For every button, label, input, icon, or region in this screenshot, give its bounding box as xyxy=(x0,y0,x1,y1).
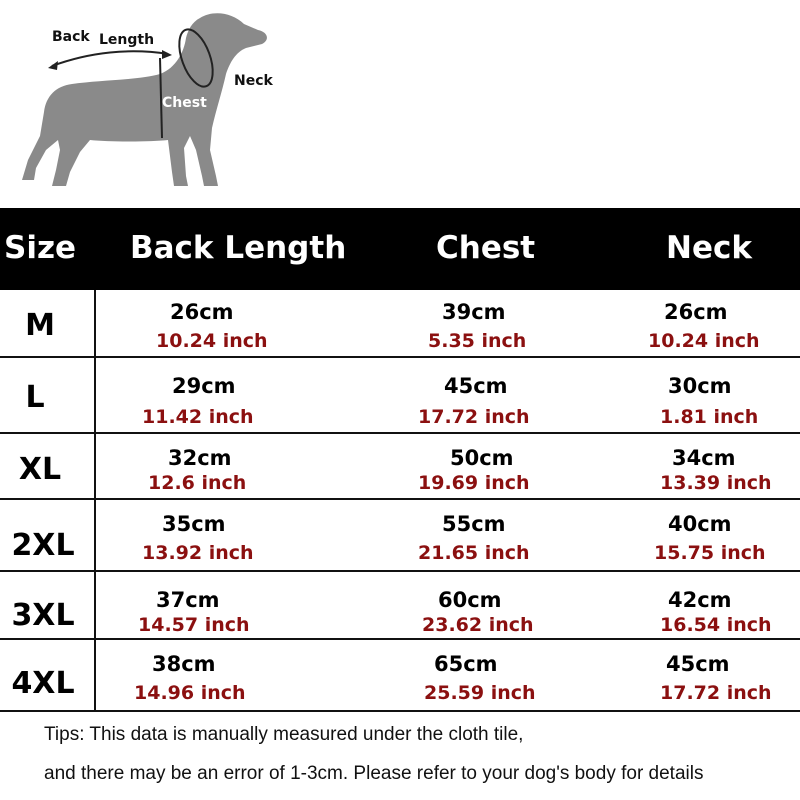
dog-measurement-diagram xyxy=(0,0,420,205)
neck-label: Neck xyxy=(234,73,273,89)
back-length-cm: 29cm xyxy=(172,374,236,398)
dog-silhouette-icon xyxy=(0,0,420,205)
neck-inch: 10.24 inch xyxy=(648,330,760,352)
neck-inch: 17.72 inch xyxy=(660,682,772,704)
row-divider xyxy=(0,498,800,500)
back-length-cm: 37cm xyxy=(156,588,220,612)
back-length-cm: 35cm xyxy=(162,512,226,536)
column-divider xyxy=(94,290,96,712)
row-divider xyxy=(0,570,800,572)
back-length-inch: 14.57 inch xyxy=(138,614,250,636)
header-size: Size xyxy=(4,230,77,266)
neck-cm: 30cm xyxy=(668,374,732,398)
neck-cm: 40cm xyxy=(668,512,732,536)
chest-cm: 65cm xyxy=(434,652,498,676)
size-cell: XL xyxy=(18,452,62,487)
size-cell: L xyxy=(25,380,45,415)
back-length-inch: 11.42 inch xyxy=(142,406,254,428)
chest-cm: 55cm xyxy=(442,512,506,536)
row-divider xyxy=(0,710,800,712)
chest-inch: 5.35 inch xyxy=(428,330,527,352)
back-length-cm: 32cm xyxy=(168,446,232,470)
chest-cm: 39cm xyxy=(442,300,506,324)
tips-line-2: and there may be an error of 1-3cm. Please refer to your dog's body for details xyxy=(44,763,704,784)
neck-inch: 16.54 inch xyxy=(660,614,772,636)
tips-line-1: Tips: This data is manually measured under the cloth tile, xyxy=(44,724,524,745)
chest-cm: 60cm xyxy=(438,588,502,612)
row-divider xyxy=(0,432,800,434)
back-length-inch: 13.92 inch xyxy=(142,542,254,564)
header-chest: Chest xyxy=(436,230,536,266)
size-cell: 3XL xyxy=(11,598,75,633)
row-divider xyxy=(0,638,800,640)
back-length-inch: 12.6 inch xyxy=(148,472,247,494)
neck-cm: 42cm xyxy=(668,588,732,612)
back-length-label: Back xyxy=(52,29,90,45)
neck-cm: 34cm xyxy=(672,446,736,470)
header-back-length: Back Length xyxy=(130,230,347,266)
table-header xyxy=(0,208,800,290)
size-cell: 2XL xyxy=(11,528,75,563)
neck-cm: 26cm xyxy=(664,300,728,324)
chest-inch: 17.72 inch xyxy=(418,406,530,428)
back-length-cm: 38cm xyxy=(152,652,216,676)
neck-inch: 13.39 inch xyxy=(660,472,772,494)
chest-inch: 19.69 inch xyxy=(418,472,530,494)
neck-inch: 1.81 inch xyxy=(660,406,759,428)
size-cell: M xyxy=(25,308,55,343)
chest-cm: 45cm xyxy=(444,374,508,398)
neck-cm: 45cm xyxy=(666,652,730,676)
back-length-inch: 10.24 inch xyxy=(156,330,268,352)
chest-label: Chest xyxy=(162,95,207,111)
back-length-inch: 14.96 inch xyxy=(134,682,246,704)
chest-cm: 50cm xyxy=(450,446,514,470)
back-length-cm: 26cm xyxy=(170,300,234,324)
size-cell: 4XL xyxy=(11,666,75,701)
length-label: Length xyxy=(99,32,155,48)
chest-inch: 23.62 inch xyxy=(422,614,534,636)
size-table xyxy=(0,290,800,712)
neck-inch: 15.75 inch xyxy=(654,542,766,564)
chest-inch: 21.65 inch xyxy=(418,542,530,564)
chest-inch: 25.59 inch xyxy=(424,682,536,704)
header-neck: Neck xyxy=(666,230,752,266)
row-divider xyxy=(0,356,800,358)
